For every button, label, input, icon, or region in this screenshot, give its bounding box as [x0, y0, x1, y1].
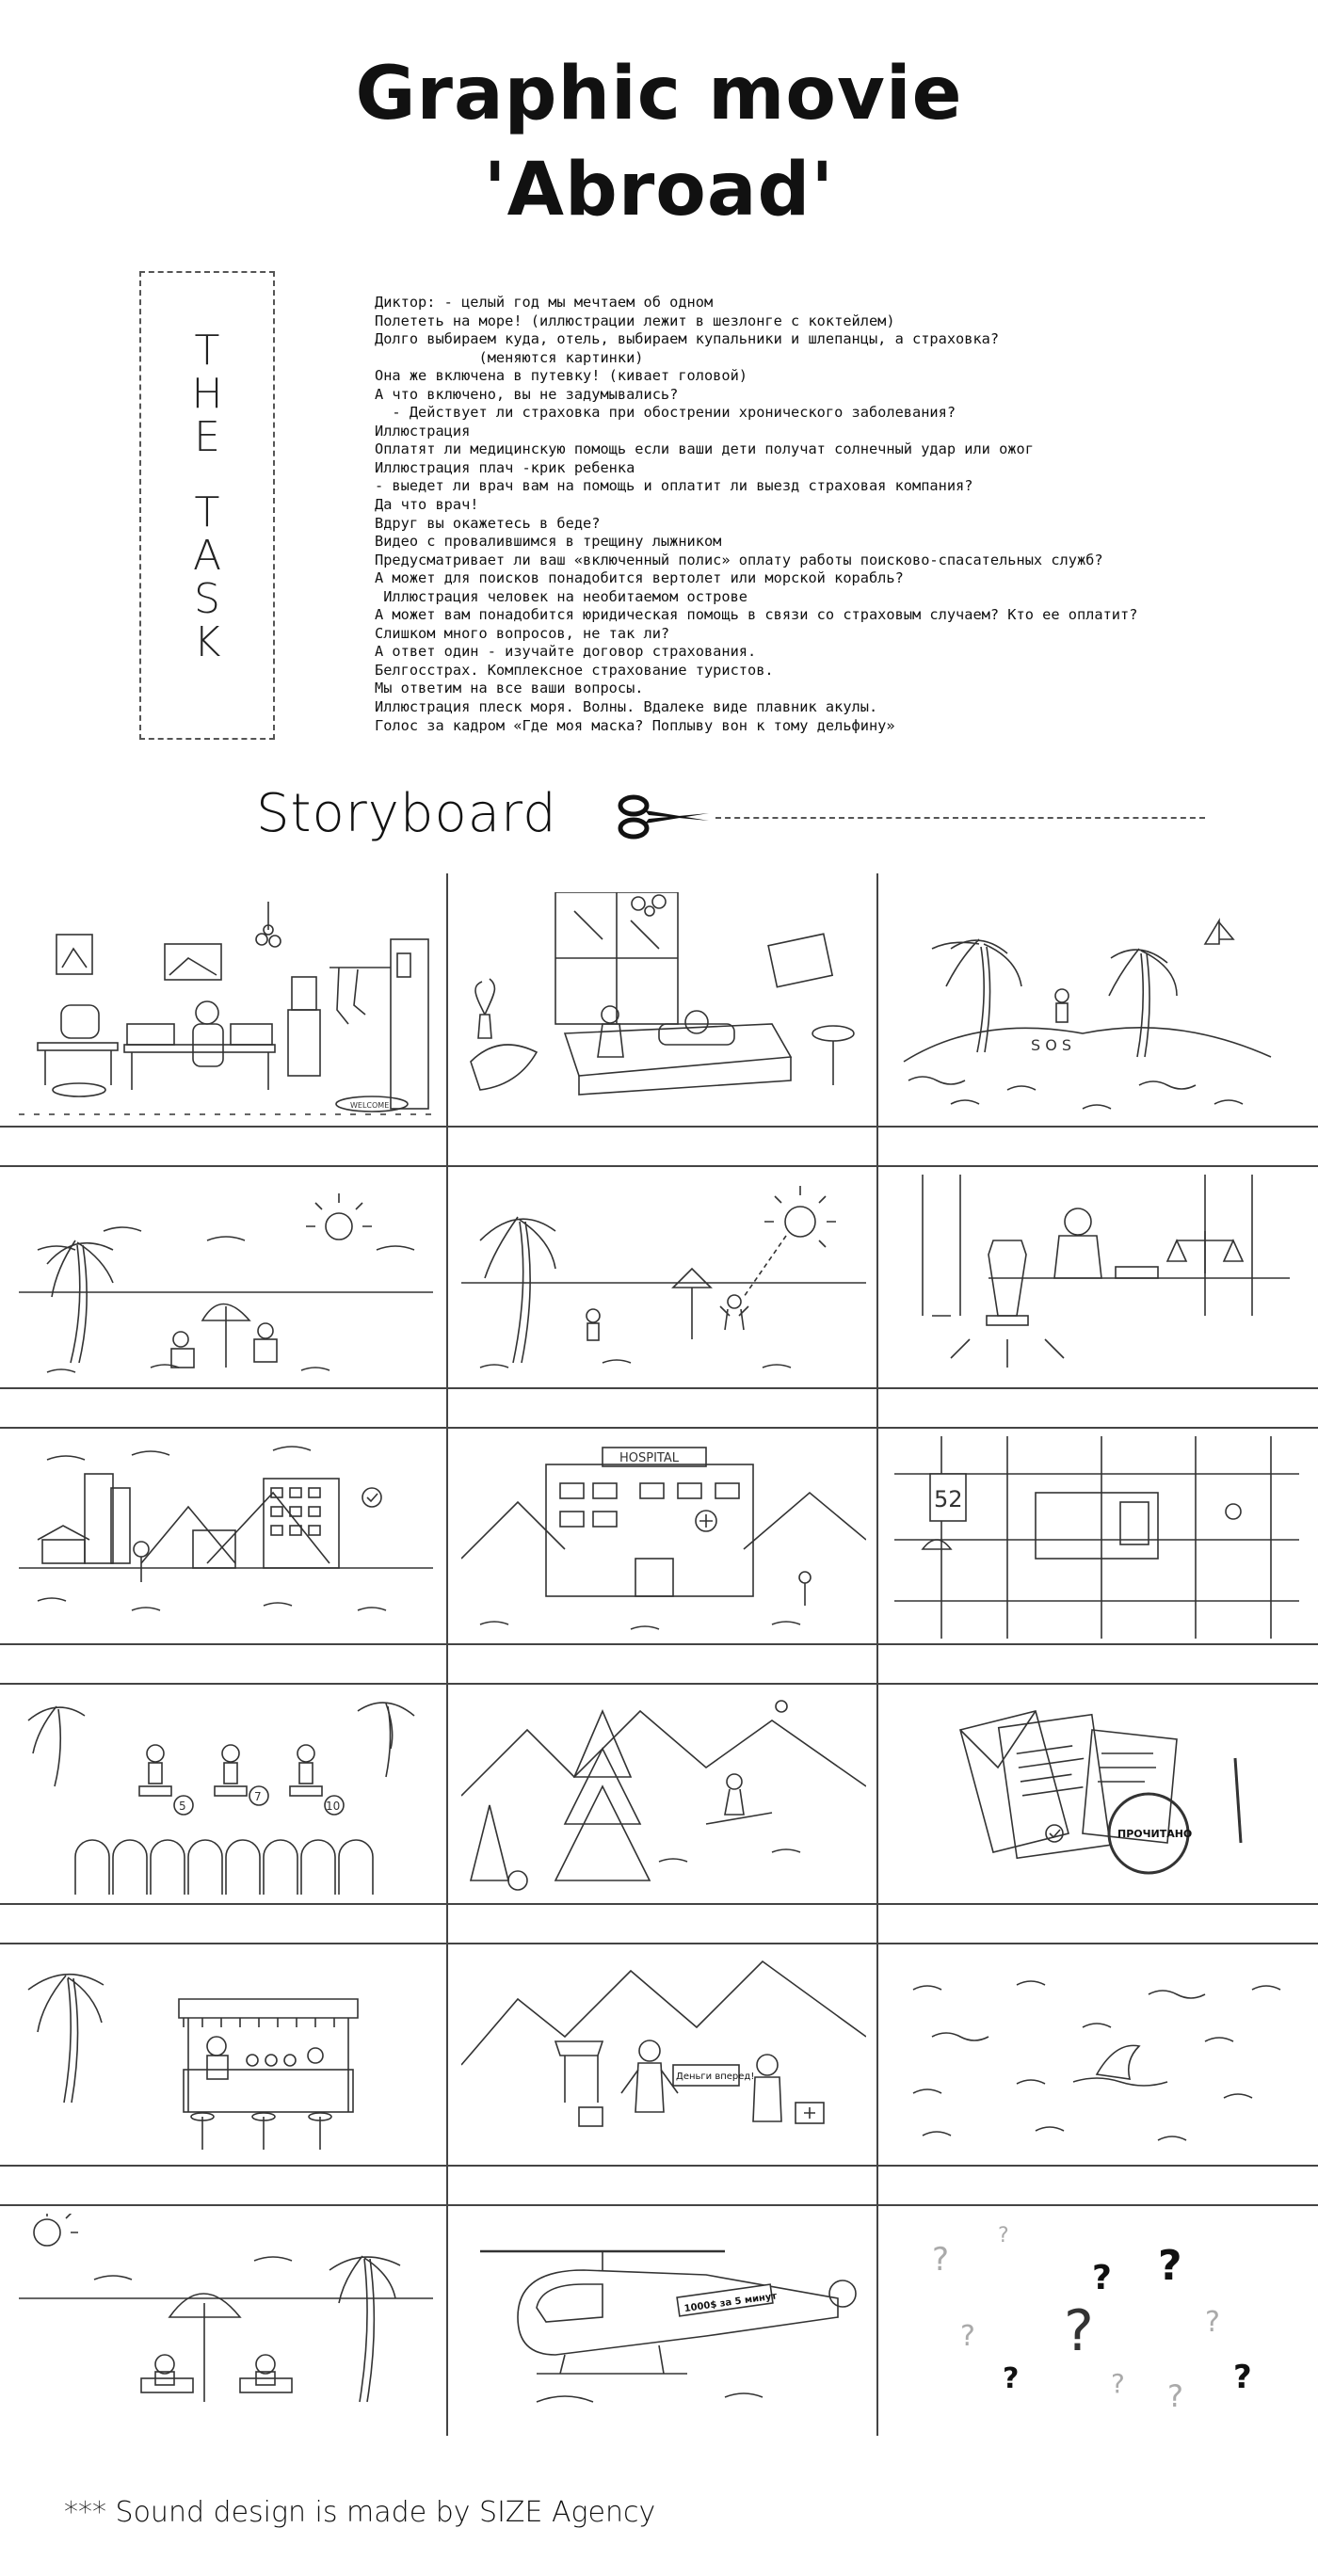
panel-shark-fin — [894, 1952, 1299, 2159]
panel-island-sos — [894, 902, 1299, 1118]
panel-hospital — [461, 1436, 866, 1639]
panel-city-hotels — [19, 1436, 433, 1639]
task-letter: H — [191, 370, 223, 418]
script-line: Видео с провалившимся в трещину лыжником — [375, 533, 722, 551]
script-line: Да что врач! — [375, 496, 479, 514]
script-line: Диктор: - целый год мы мечтаем об одном — [375, 294, 714, 311]
script-line: Долго выбираем куда, отель, выбираем купальники и шлепанцы, а страховка? — [375, 330, 1000, 348]
task-letter: E — [194, 413, 220, 461]
svg-text:?: ? — [1111, 2368, 1125, 2399]
seat-number: 10 — [326, 1800, 341, 1813]
svg-text:?: ? — [960, 2320, 975, 2353]
script-line: Иллюстрация — [375, 422, 471, 440]
panel-floor-plan — [894, 1436, 1299, 1639]
svg-text:?: ? — [998, 2224, 1009, 2248]
panel-helicopter — [461, 2214, 866, 2425]
panel-court — [894, 1175, 1299, 1382]
panel-office — [19, 902, 433, 1118]
column-divider — [446, 873, 448, 2436]
the-task-box — [139, 271, 275, 740]
panel-beach-bar — [19, 1952, 433, 2159]
sound-design-credit: *** Sound design is made by SIZE Agency — [64, 2496, 656, 2529]
panel-documents-read — [894, 1692, 1299, 1899]
row-divider — [0, 1643, 1318, 1645]
svg-text:?: ? — [1205, 2306, 1220, 2339]
title-line-1: Graphic movie — [355, 52, 963, 136]
row-divider — [0, 2165, 1318, 2167]
row-divider — [0, 1126, 1318, 1128]
seat-number: 7 — [254, 1790, 262, 1803]
script-line: Голос за кадром «Где моя маска? Поплыву вон к тому дельфину» — [375, 716, 895, 734]
script-line: А может для поисков понадобится вертолет или морской корабль? — [375, 569, 904, 587]
script-line: Иллюстрация человек на необитаемом острове — [375, 587, 748, 605]
panel-skier — [461, 1692, 866, 1899]
task-letter: A — [192, 532, 222, 580]
row-divider — [0, 1165, 1318, 1167]
panel-chairs-numbers — [19, 1692, 433, 1899]
script-line: Иллюстрация плеск моря. Волны. Вдалеке виде плавник акулы. — [375, 698, 878, 716]
read-stamp-text: ПРОЧИТАНО — [1117, 1828, 1193, 1840]
panel-beach-day — [19, 1175, 433, 1382]
storyboard-grid — [0, 873, 1318, 2436]
script-line: Оплатят ли медицинскую помощь если ваши дети получат солнечный удар или ожог — [375, 440, 1034, 458]
script-line: - выедет ли врач вам на помощь и оплатит ли выезд страховая компания? — [375, 477, 973, 495]
script-line: Она же включена в путевку! (кивает головой) — [375, 367, 748, 385]
task-letter-gap — [141, 459, 273, 491]
script-line: Иллюстрация плач -крик ребенка — [375, 458, 635, 476]
script-line: Белгосстрах. Комплексное страхование туристов. — [375, 661, 774, 679]
storyboard-heading: Storyboard — [256, 783, 557, 844]
svg-text:?: ? — [1158, 2242, 1182, 2290]
svg-text:?: ? — [1233, 2359, 1252, 2396]
title-line-2: 'Abroad' — [483, 148, 835, 232]
column-divider — [876, 873, 878, 2436]
row-divider — [0, 1387, 1318, 1389]
task-letter: T — [194, 327, 220, 375]
svg-text:?: ? — [1003, 2362, 1020, 2395]
script-line: Мы ответим на все ваши вопросы. — [375, 680, 644, 697]
hospital-sign-text: HOSPITAL — [619, 1451, 680, 1465]
row-divider — [0, 1683, 1318, 1685]
svg-text:?: ? — [1167, 2378, 1183, 2414]
script-line: Слишком много вопросов, не так ли? — [375, 624, 670, 642]
welcome-mat-text: WELCOME — [350, 1101, 390, 1110]
script-line: (меняются картинки) — [375, 348, 644, 366]
svg-text:?: ? — [1064, 2298, 1094, 2364]
scissors-icon — [617, 792, 711, 845]
panel-sick-bed — [461, 892, 866, 1118]
svg-text:?: ? — [932, 2241, 950, 2279]
task-letter: T — [194, 488, 220, 536]
task-letter: S — [194, 575, 220, 623]
row-divider — [0, 1903, 1318, 1905]
room-number-text: 52 — [934, 1486, 963, 1512]
panel-sunstroke — [461, 1175, 866, 1382]
sos-sand-text: S O S — [1031, 1036, 1072, 1054]
money-sign-text: Деньги вперед! — [676, 2072, 755, 2082]
row-divider — [0, 1427, 1318, 1429]
seat-number: 5 — [179, 1800, 186, 1813]
voiceover-script — [375, 294, 1278, 735]
script-line: А ответ один - изучайте договор страхования. — [375, 643, 757, 661]
helicopter-banner-text: 1000$ за 5 минут — [683, 2291, 778, 2315]
task-letter: K — [193, 618, 221, 666]
row-divider — [0, 1943, 1318, 1944]
row-divider — [0, 2204, 1318, 2206]
script-line: Вдруг вы окажетесь в беде? — [375, 514, 601, 532]
script-line: А что включено, вы не задумывались? — [375, 385, 679, 403]
panel-rescue-money — [461, 1952, 866, 2159]
the-task-letters — [141, 329, 273, 664]
panel-question-marks — [894, 2214, 1299, 2425]
script-line: Полететь на море! (иллюстрации лежит в шезлонге с коктейлем) — [375, 312, 895, 329]
svg-text:?: ? — [1092, 2259, 1112, 2297]
dashed-cut-line — [715, 817, 1205, 819]
script-line: Предусматривает ли ваш «включенный полис» оплату работы поисково-спасательных служб? — [375, 551, 1103, 568]
script-line: - Действует ли страховка при обострении хронического заболевания? — [375, 404, 956, 422]
script-line: А может вам понадобится юридическая помощь в связи со страховым случаем? Кто ее оплатит? — [375, 606, 1138, 624]
panel-beach-loungers — [19, 2214, 433, 2425]
